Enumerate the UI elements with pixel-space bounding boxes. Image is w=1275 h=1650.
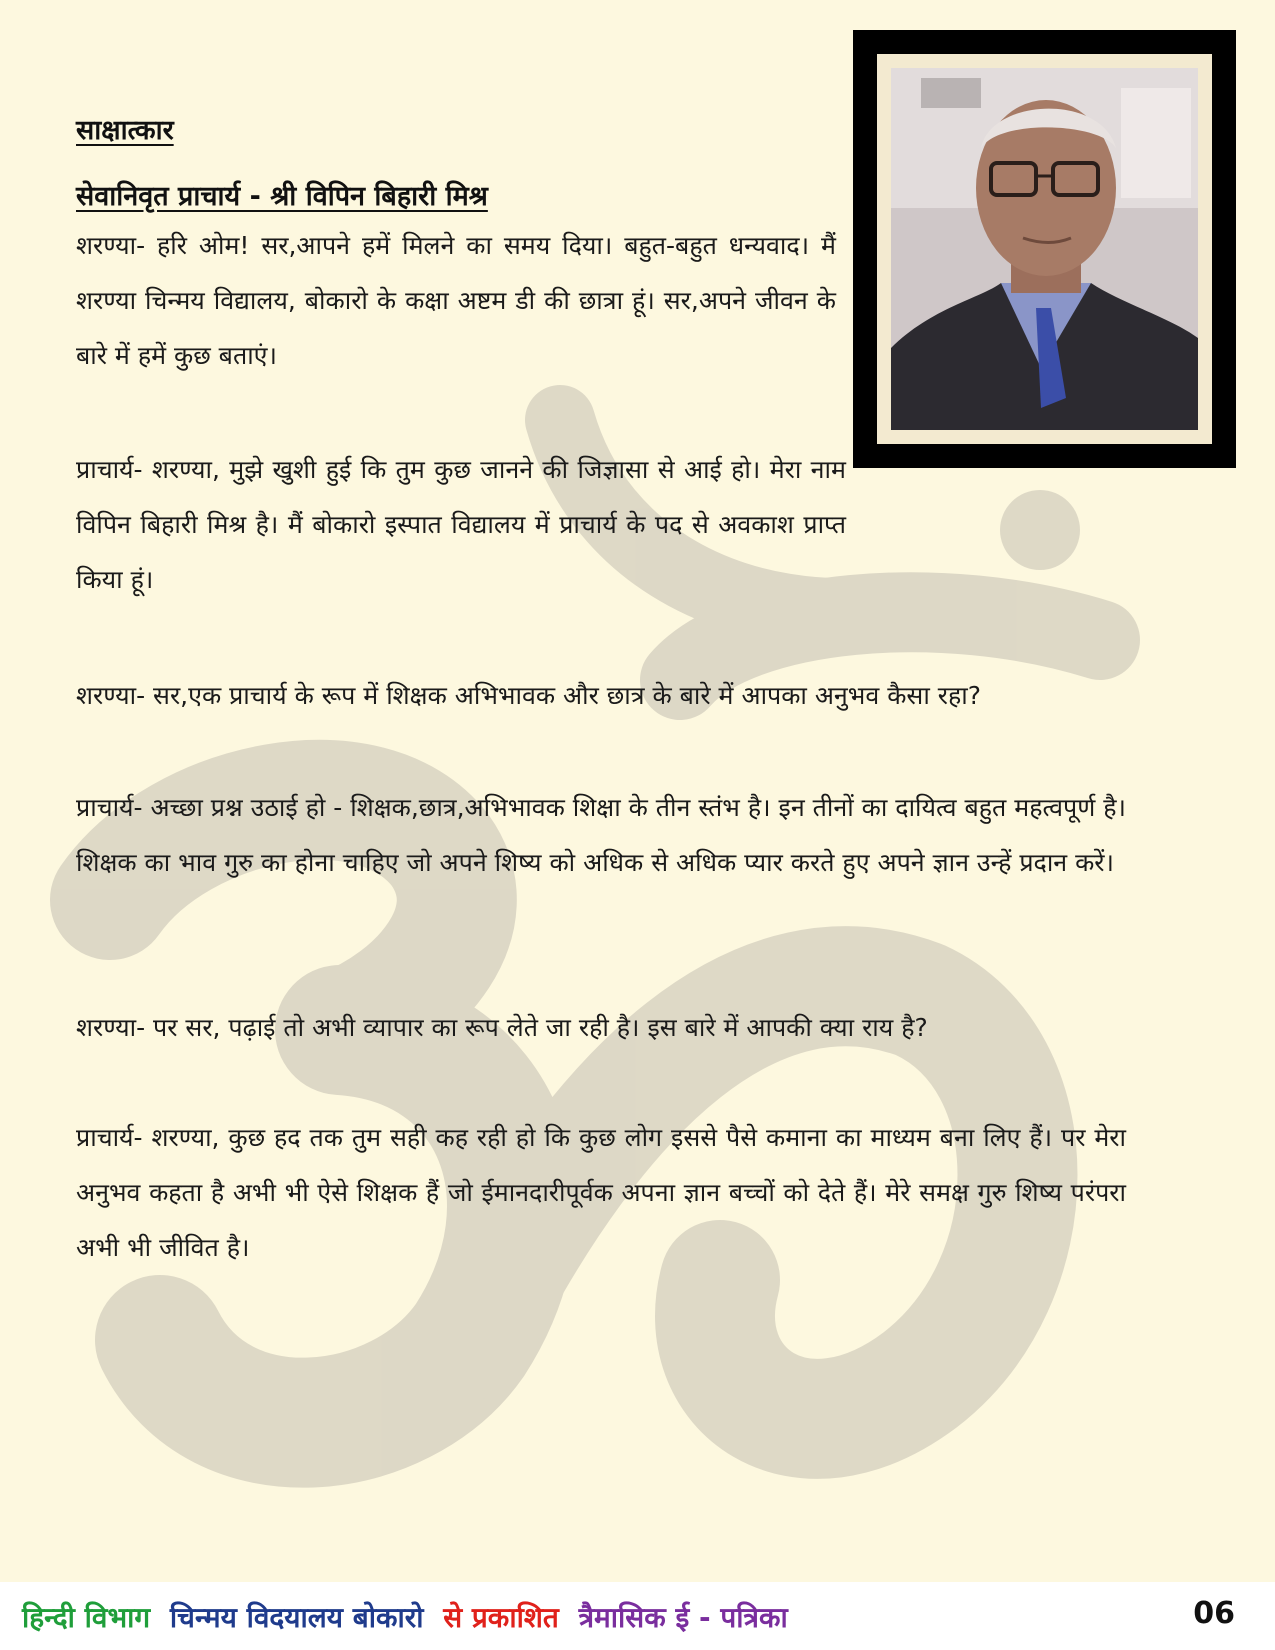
footer	[0, 1582, 1275, 1650]
photo-mat	[877, 54, 1212, 444]
portrait-photo	[891, 68, 1198, 430]
paragraph-1: शरण्या- हरि ओम! सर,आपने हमें मिलने का समय दिया। बहुत-बहुत धन्यवाद। मैं शरण्या चिन्मय विद्यालय, बोकारो के कक्षा अष्टम डी की छात्रा हूं। सर,अपने जीवन के बारे में हमें कुछ बताएं।	[76, 231, 836, 370]
paragraph-5: शरण्या- पर सर, पढ़ाई तो अभी व्यापार का रूप लेते जा रही है। इस बारे में आपकी क्या राय है?	[76, 1013, 928, 1042]
footer-school: चिन्मय विदयालय बोकारो	[169, 1601, 424, 1634]
paragraph-2: प्राचार्य- शरण्या, मुझे खुशी हुई कि तुम कुछ जानने की जिज्ञासा से आई हो। मेरा नाम विपिन बिहारी मिश्र है। मैं बोकारो इस्पात विद्यालय में प्राचार्य के पद से अवकाश प्राप्त किया हूं।	[76, 455, 846, 594]
article-subtitle: सेवानिवृत प्राचार्य - श्री विपिन बिहारी मिश्र	[76, 181, 488, 212]
paragraph-6: प्राचार्य- शरण्या, कुछ हद तक तुम सही कह रही हो कि कुछ लोग इससे पैसे कमाना का माध्यम बना लिए हैं। पर मेरा अनुभव कहता है अभी भी ऐसे शिक्षक हैं जो ईमानदारीपूर्वक अपना ज्ञान बच्चों को देते हैं। मेरे समक्ष गुरु शिष्य परंपरा अभी भी जीवित है।	[76, 1123, 1126, 1262]
section-title: साक्षात्कार	[76, 115, 174, 146]
footer-published: से प्रकाशित	[443, 1601, 559, 1634]
footer-title	[22, 1598, 798, 1636]
footer-magazine: त्रैमासिक ई - पत्रिका	[578, 1601, 788, 1634]
paragraph-3: शरण्या- सर,एक प्राचार्य के रूप में शिक्षक अभिभावक और छात्र के बारे में आपका अनुभव कैसा रहा?	[76, 681, 981, 710]
paragraph-4: प्राचार्य- अच्छा प्रश्न उठाई हो - शिक्षक,छात्र,अभिभावक शिक्षा के तीन स्तंभ है। इन तीनों का दायित्व बहुत महत्वपूर्ण है। शिक्षक का भाव गुरु का होना चाहिए जो अपने शिष्य को अधिक से अधिक प्यार करते हुए अपने ज्ञान उन्हें प्रदान करें।	[76, 793, 1126, 877]
page-number: 06	[1193, 1596, 1235, 1631]
photo-frame	[853, 30, 1236, 468]
footer-dept: हिन्दी विभाग	[22, 1601, 151, 1634]
